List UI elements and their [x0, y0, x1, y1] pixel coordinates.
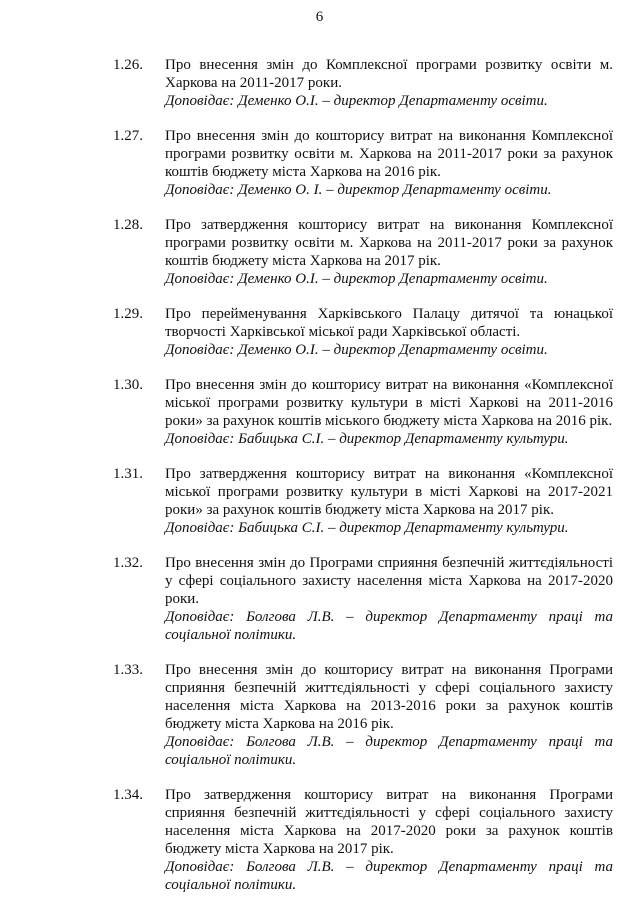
agenda-item — [0, 554, 639, 644]
item-title: Про затвердження кошторису витрат на виконання «Комплексної міської програми розвитку культури в місті Харкові на 2017-2021 роки» за рахунок коштів бюджету міста Харкова на 2017 рік. — [165, 466, 613, 518]
item-title: Про затвердження кошторису витрат на виконання Програми сприяння безпечній життєдіяльності у сфері соціального захисту населення міста Харкова на 2017-2020 роки за рахунок коштів бюджету міста Харкова на 2017 рік. — [165, 787, 613, 857]
agenda-item — [0, 465, 639, 537]
agenda-item — [0, 305, 639, 359]
item-speaker: Доповідає: Болгова Л.В. – директор Департаменту праці та соціальної політики. — [165, 609, 613, 643]
agenda-item — [0, 786, 639, 894]
agenda-item — [0, 127, 639, 199]
item-number: 1.28. — [113, 217, 143, 233]
item-speaker: Доповідає: Деменко О. І. – директор Департаменту освіти. — [165, 182, 552, 198]
item-body — [165, 216, 613, 288]
item-title: Про внесення змін до кошторису витрат на виконання Комплексної програми розвитку освіти м. Харкова на 2011-2017 роки за рахунок коштів бюджету міста Харкова на 2016 рік. — [165, 128, 613, 180]
item-number: 1.29. — [113, 306, 143, 322]
item-number: 1.26. — [113, 57, 143, 73]
item-title: Про внесення змін до Програми сприяння безпечній життєдіяльності у сфері соціального захисту населення міста Харкова на 2017-2020 роки. — [165, 555, 613, 607]
item-number: 1.32. — [113, 555, 143, 571]
item-speaker: Доповідає: Деменко О.І. – директор Департаменту освіти. — [165, 93, 548, 109]
item-title: Про затвердження кошторису витрат на виконання Комплексної програми розвитку освіти м. Харкова на 2011-2017 роки за рахунок коштів бюджету міста Харкова на 2017 рік. — [165, 217, 613, 269]
agenda-item — [0, 216, 639, 288]
page-number: 6 — [315, 9, 324, 25]
item-body — [165, 786, 613, 894]
item-number: 1.27. — [113, 128, 143, 144]
item-body — [165, 465, 613, 537]
item-body — [165, 305, 613, 359]
agenda-item — [0, 376, 639, 448]
item-speaker: Доповідає: Бабицька С.І. – директор Департаменту культури. — [165, 431, 569, 447]
item-number: 1.34. — [113, 787, 143, 803]
item-speaker: Доповідає: Болгова Л.В. – директор Департаменту праці та соціальної політики. — [165, 859, 613, 893]
item-body — [165, 376, 613, 448]
agenda-list — [0, 56, 639, 911]
item-body — [165, 661, 613, 769]
item-speaker: Доповідає: Деменко О.І. – директор Департаменту освіти. — [165, 271, 548, 287]
item-number: 1.31. — [113, 466, 143, 482]
item-body — [165, 56, 613, 110]
item-title: Про внесення змін до кошторису витрат на виконання «Комплексної міської програми розвитку культури в місті Харкові на 2011-2016 роки» за рахунок коштів міського бюджету міста Харкова на 2016 рік. — [165, 377, 613, 429]
agenda-item — [0, 56, 639, 110]
item-title: Про перейменування Харківського Палацу дитячої та юнацької творчості Харківської міської ради Харківської області. — [165, 306, 613, 340]
item-speaker: Доповідає: Деменко О.І. – директор Департаменту освіти. — [165, 342, 548, 358]
item-title: Про внесення змін до кошторису витрат на виконання Програми сприяння безпечній життєдіяльності у сфері соціального захисту населення міста Харкова на 2013-2016 роки за рахунок коштів бюджету міста Харкова на 2016 рік. — [165, 662, 613, 732]
item-number: 1.30. — [113, 377, 143, 393]
item-body — [165, 554, 613, 644]
agenda-item — [0, 661, 639, 769]
item-speaker: Доповідає: Бабицька С.І. – директор Департаменту культури. — [165, 520, 569, 536]
item-body — [165, 127, 613, 199]
item-number: 1.33. — [113, 662, 143, 678]
item-title: Про внесення змін до Комплексної програми розвитку освіти м. Харкова на 2011-2017 роки. — [165, 57, 613, 91]
item-speaker: Доповідає: Болгова Л.В. – директор Департаменту праці та соціальної політики. — [165, 734, 613, 768]
